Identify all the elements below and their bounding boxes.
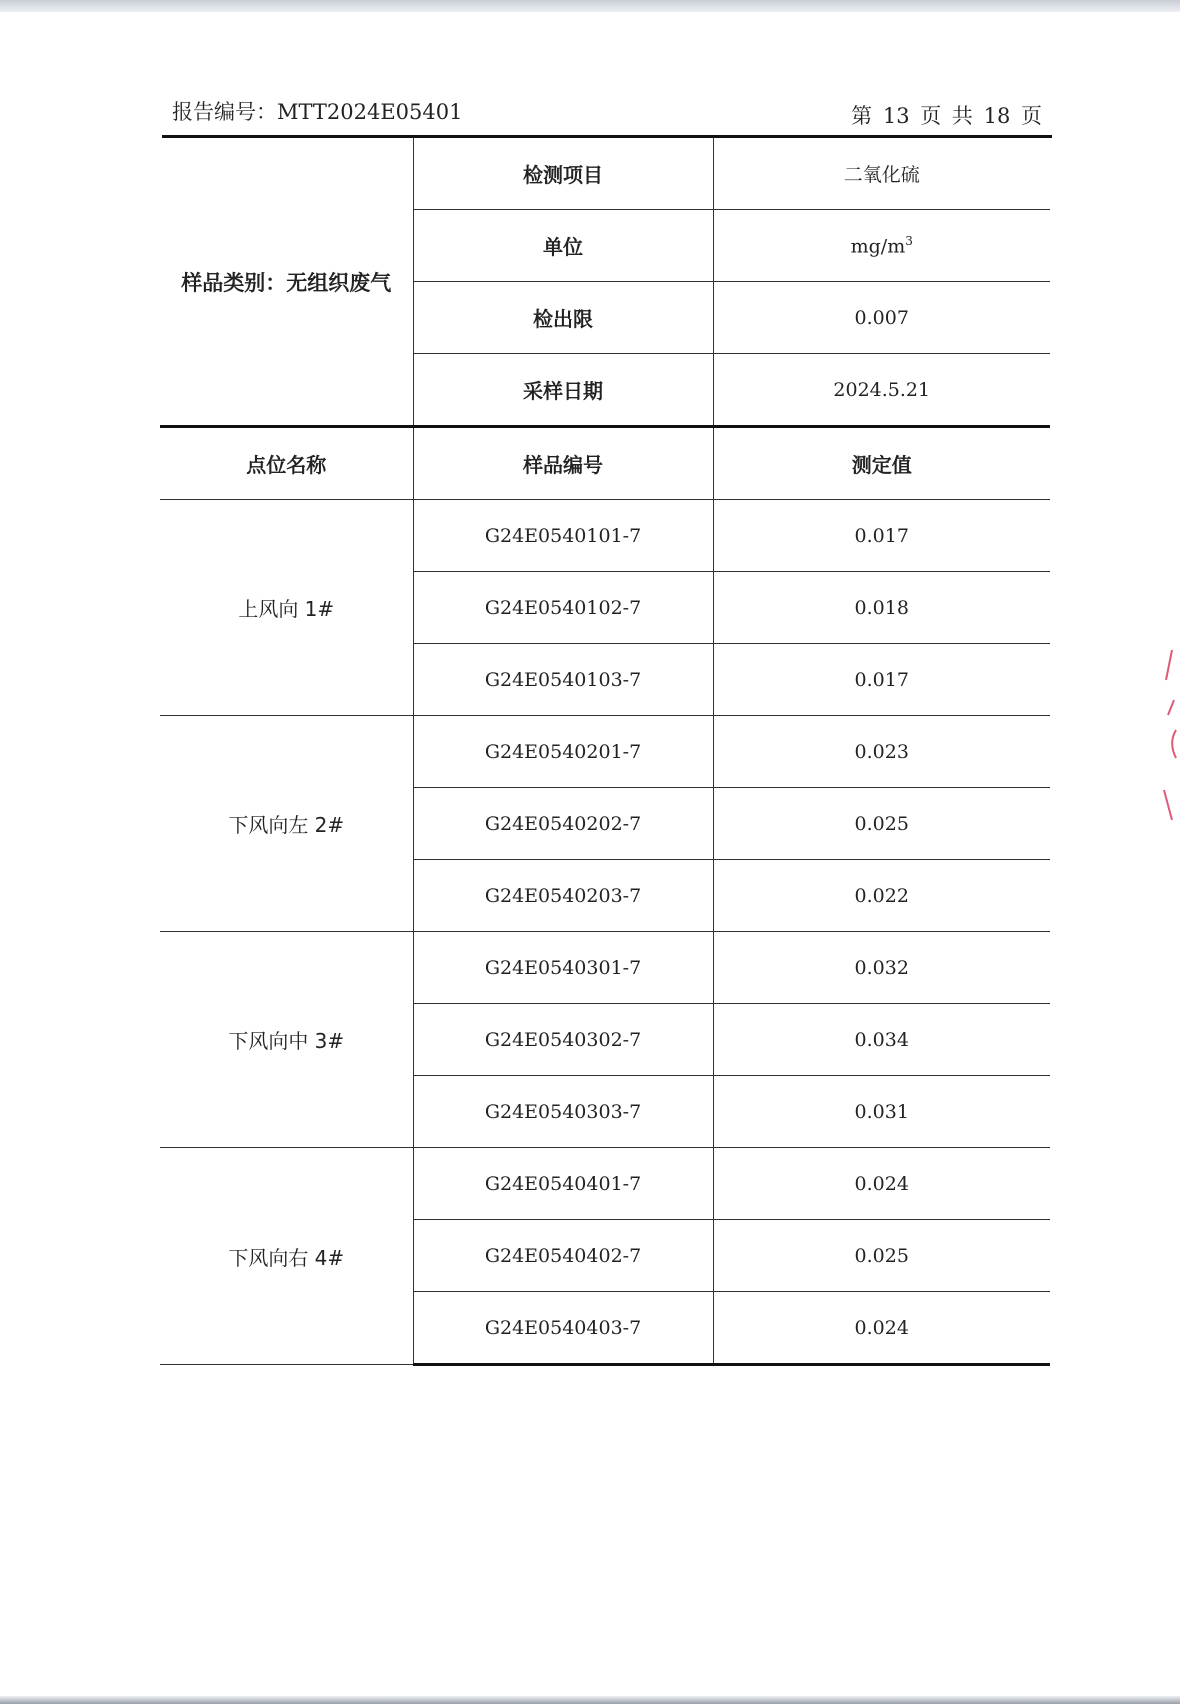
value-cell: 0.024 bbox=[713, 1148, 1050, 1220]
value-cell: 0.034 bbox=[713, 1004, 1050, 1076]
page-header bbox=[172, 96, 1052, 132]
stamp-stroke bbox=[1164, 650, 1176, 820]
table-row bbox=[160, 716, 1050, 788]
value-cell: 0.025 bbox=[713, 1220, 1050, 1292]
value-cell: 0.023 bbox=[713, 716, 1050, 788]
value-cell: 0.022 bbox=[713, 860, 1050, 932]
limit-value: 0.007 bbox=[713, 282, 1050, 354]
col-value-header: 测定值 bbox=[713, 427, 1050, 500]
sample-no-cell: G24E0540302-7 bbox=[413, 1004, 713, 1076]
item-value: 二氧化硫 bbox=[713, 138, 1050, 210]
unit-superscript: 3 bbox=[905, 233, 913, 248]
results-table bbox=[160, 138, 1050, 1366]
sample-category: 样品类别：无组织废气 bbox=[160, 138, 413, 427]
scan-bottom-edge bbox=[0, 1696, 1180, 1704]
sample-no-cell: G24E0540203-7 bbox=[413, 860, 713, 932]
report-number: 报告编号：MTT2024E05401 bbox=[172, 100, 463, 124]
sample-no-cell: G24E0540403-7 bbox=[413, 1292, 713, 1365]
sample-no-cell: G24E0540202-7 bbox=[413, 788, 713, 860]
value-cell: 0.024 bbox=[713, 1292, 1050, 1365]
location-cell: 下风向左 2# bbox=[160, 716, 413, 932]
limit-label: 检出限 bbox=[413, 282, 713, 354]
table-row bbox=[160, 500, 1050, 572]
value-cell: 0.031 bbox=[713, 1076, 1050, 1148]
sample-no-cell: G24E0540102-7 bbox=[413, 572, 713, 644]
meta-row-item bbox=[160, 138, 1050, 210]
date-value: 2024.5.21 bbox=[713, 354, 1050, 427]
sample-no-cell: G24E0540103-7 bbox=[413, 644, 713, 716]
page-indicator: 第 13 页 共 18 页 bbox=[851, 104, 1042, 128]
stamp-edge-mark bbox=[1158, 640, 1178, 840]
sample-no-cell: G24E0540401-7 bbox=[413, 1148, 713, 1220]
sample-no-cell: G24E0540301-7 bbox=[413, 932, 713, 1004]
item-label: 检测项目 bbox=[413, 138, 713, 210]
col-sample-header: 样品编号 bbox=[413, 427, 713, 500]
location-cell: 上风向 1# bbox=[160, 500, 413, 716]
unit-base: mg/m bbox=[850, 235, 906, 258]
sample-no-cell: G24E0540303-7 bbox=[413, 1076, 713, 1148]
table-row bbox=[160, 1148, 1050, 1220]
column-header-row bbox=[160, 427, 1050, 500]
value-cell: 0.032 bbox=[713, 932, 1050, 1004]
value-cell: 0.017 bbox=[713, 644, 1050, 716]
location-cell: 下风向右 4# bbox=[160, 1148, 413, 1365]
date-label: 采样日期 bbox=[413, 354, 713, 427]
col-location-header: 点位名称 bbox=[160, 427, 413, 500]
unit-label: 单位 bbox=[413, 210, 713, 282]
unit-value bbox=[713, 210, 1050, 282]
sample-no-cell: G24E0540402-7 bbox=[413, 1220, 713, 1292]
location-cell: 下风向中 3# bbox=[160, 932, 413, 1148]
value-cell: 0.017 bbox=[713, 500, 1050, 572]
value-cell: 0.025 bbox=[713, 788, 1050, 860]
value-cell: 0.018 bbox=[713, 572, 1050, 644]
scan-top-edge bbox=[0, 0, 1180, 12]
sample-no-cell: G24E0540201-7 bbox=[413, 716, 713, 788]
sample-no-cell: G24E0540101-7 bbox=[413, 500, 713, 572]
table-row bbox=[160, 932, 1050, 1004]
